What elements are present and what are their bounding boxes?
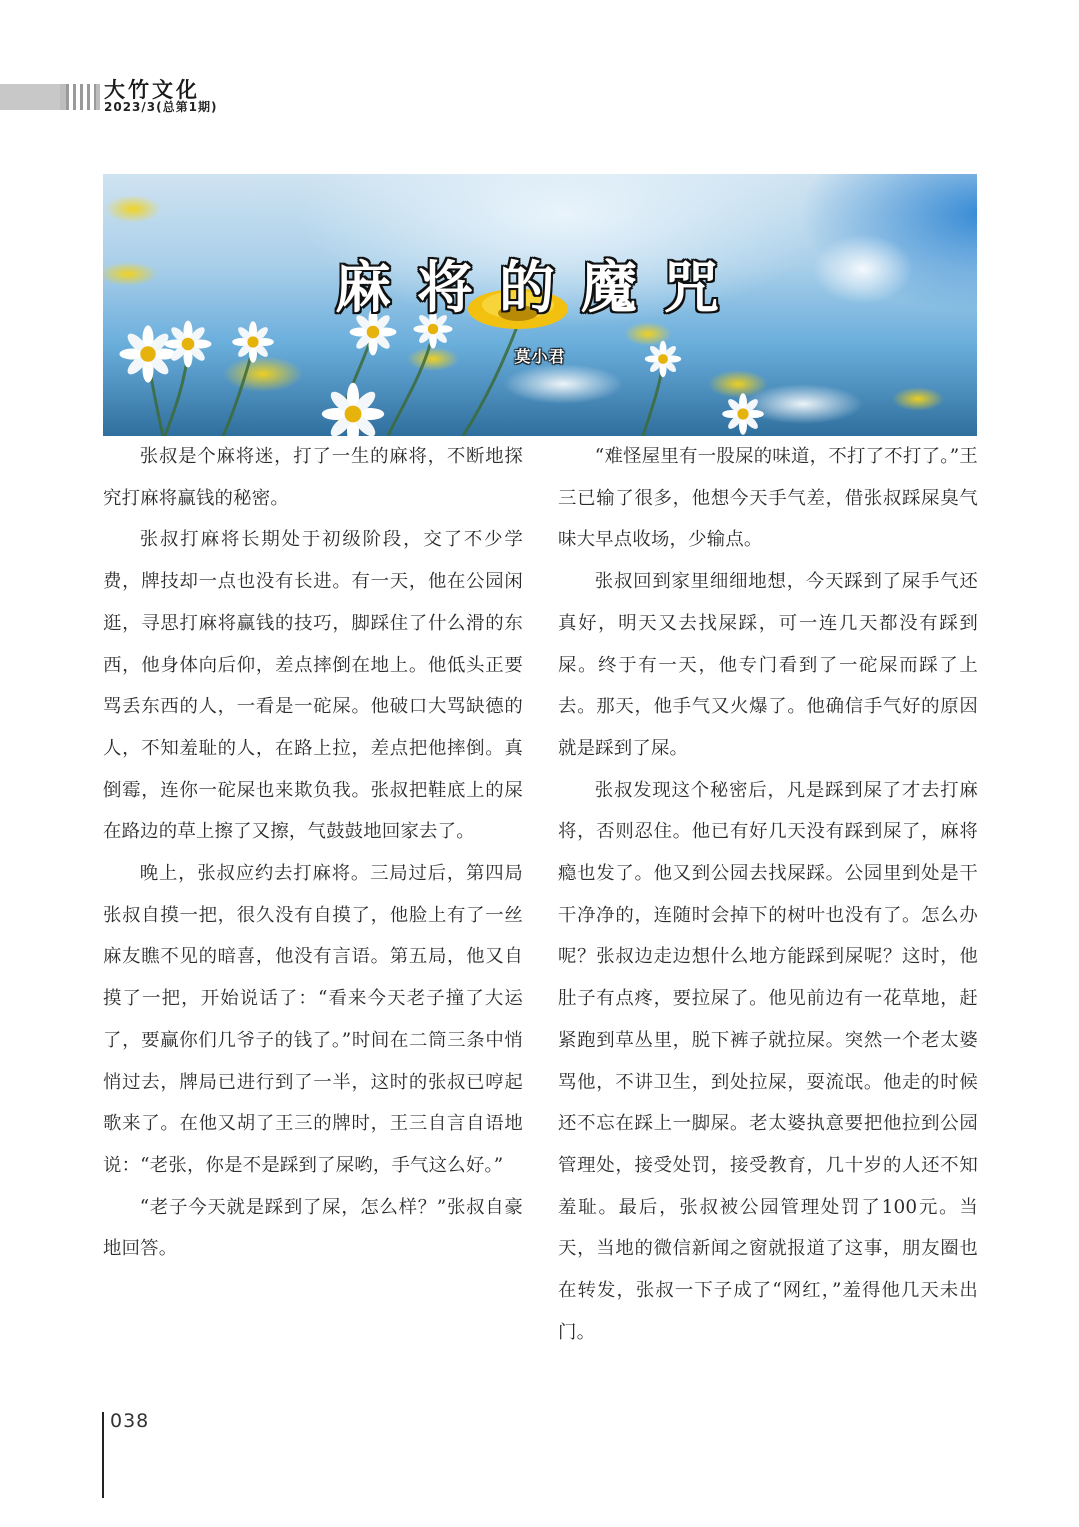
header-barcode-decoration [66, 84, 96, 110]
article-title: 麻将的魔咒 [335, 256, 745, 321]
paragraph: 张叔回到家里细细地想，今天踩到了屎手气还真好，明天又去找屎踩，可一连几天都没有踩到屎。终于有一天，他专门看到了一砣屎而踩了上去。那天，他手气又火爆了。他确信手气好的原因就是踩到了屎。 [558, 571, 978, 759]
article-author: 莫小君 [514, 347, 566, 366]
magazine-name: 大竹文化 [104, 77, 200, 102]
page-number: 038 [110, 1410, 150, 1432]
page-number-rule [102, 1412, 104, 1498]
paragraph: “老子今天就是踩到了屎，怎么样？”张叔自豪地回答。 [103, 1196, 523, 1260]
paragraph: 张叔是个麻将迷，打了一生的麻将，不断地探究打麻将赢钱的秘密。 [103, 446, 523, 509]
header-stripe-band [0, 84, 100, 110]
article-column-right [558, 436, 978, 1353]
article-column-left [103, 436, 523, 1270]
paragraph: 张叔发现这个秘密后，凡是踩到屎了才去打麻将，否则忍住。他已有好几天没有踩到屎了，麻将瘾也发了。他又到公园去找屎踩。公园里到处是干干净净的，连随时会掉下的树叶也没有了。怎么办呢？张叔边走边想什么地方能踩到屎呢？这时，他肚子有点疼，要拉屎了。他见前边有一花草地，赶紧跑到草丛里，脱下裤子就拉屎。突然一个老太婆骂他，不讲卫生，到处拉屎，耍流氓。他走的时候还不忘在踩上一脚屎。老太婆执意要把他拉到公园管理处，接受处罚，接受教育，几十岁的人还不知羞耻。最后，张叔被公园管理处罚了100元。当天，当地的微信新闻之窗就报道了这事，朋友圈也在转发，张叔一下子成了“网红，”羞得他几天未出门。 [558, 779, 978, 1343]
issue-number: 2023/3(总第1期) [104, 100, 218, 114]
paragraph: 张叔打麻将长期处于初级阶段，交了不少学费，牌技却一点也没有长进。有一天，他在公园闲逛，寻思打麻将赢钱的技巧，脚踩住了什么滑的东西，他身体向后仰，差点摔倒在地上。他低头正要骂丢东西的人，一看是一砣屎。他破口大骂缺德的人，不知羞耻的人，在路上拉，差点把他摔倒。真倒霉，连你一砣屎也来欺负我。张叔把鞋底上的屎在路边的草上擦了又擦，气鼓鼓地回家去了。 [103, 529, 523, 843]
paragraph: “难怪屋里有一股屎的味道，不打了不打了。”王三已输了很多，他想今天手气差，借张叔踩屎臭气味大早点收场，少输点。 [558, 446, 978, 551]
title-banner-image [103, 174, 977, 436]
paragraph: 晚上，张叔应约去打麻将。三局过后，第四局张叔自摸一把，很久没有自摸了，他脸上有了一丝麻友瞧不见的暗喜，他没有言语。第五局，他又自摸了一把，开始说话了：“看来今天老子撞了大运了，要赢你们几爷子的钱了。”时间在二筒三条中悄悄过去，牌局已进行到了一半，这时的张叔已哼起歌来了。在他又胡了王三的牌时，王三自言自语地说：“老张，你是不是踩到了屎哟，手气这么好。” [103, 863, 523, 1176]
